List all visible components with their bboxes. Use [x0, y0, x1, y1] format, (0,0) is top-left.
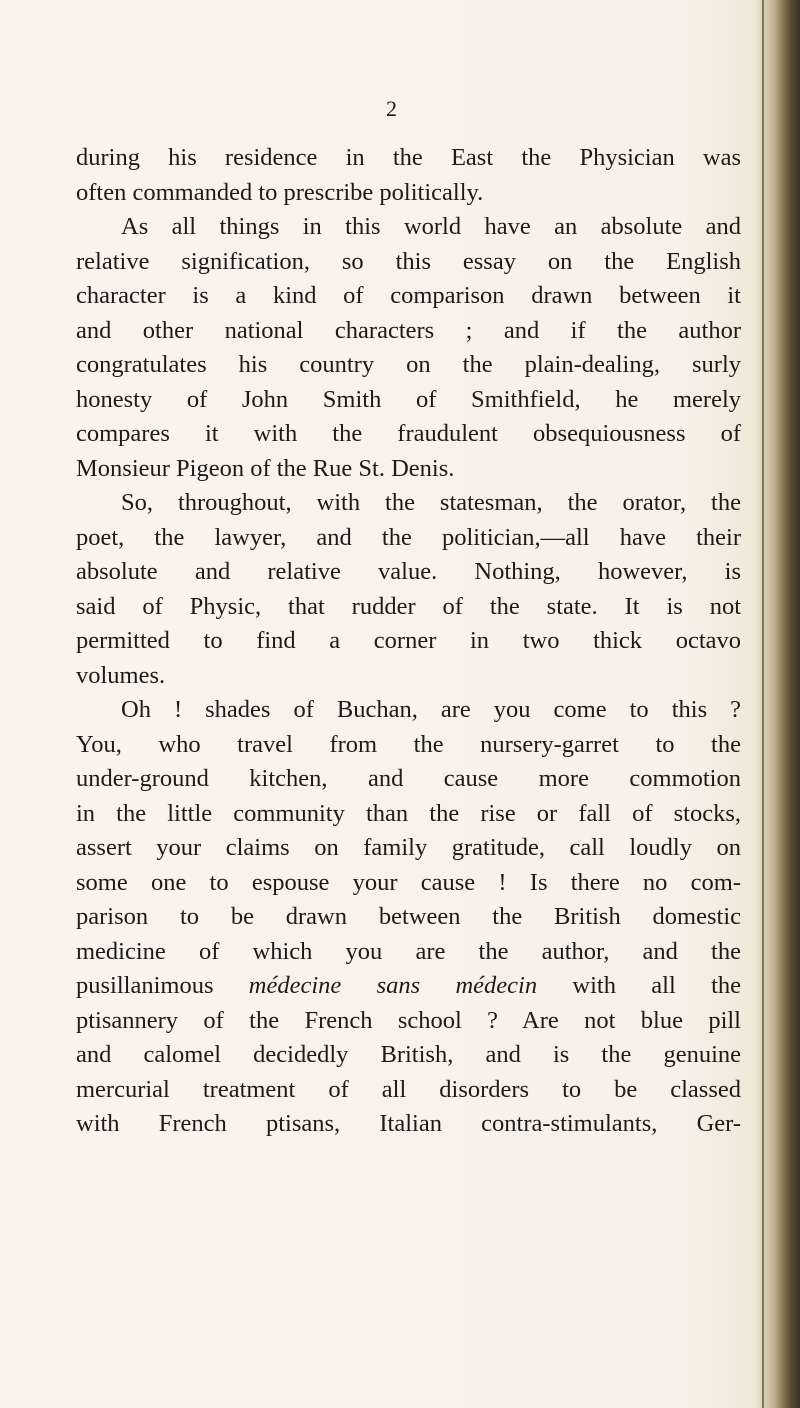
- text-line: during his residence in the East the Physician was: [76, 144, 741, 171]
- text-line: often commanded to prescribe politically.: [76, 178, 484, 206]
- text-line: As all things in this world have an absolute and: [121, 213, 741, 240]
- text-line: relative signification, so this essay on the English: [76, 247, 741, 275]
- text-line: ptisannery of the French school ? Are not blue pill: [76, 1006, 741, 1034]
- text-line: absolute and relative value. Nothing, however, is: [76, 558, 741, 585]
- text-line: compares it with the fraudulent obsequiousness of: [76, 420, 741, 447]
- text-segment: with all the: [572, 972, 742, 999]
- text-line: and other national characters ; and if the author: [76, 316, 741, 344]
- text-line: mercurial treatment of all disorders to be classed: [76, 1075, 741, 1103]
- text-line: Monsieur Pigeon of the Rue St. Denis.: [76, 454, 455, 482]
- text-line: Oh ! shades of Buchan, are you come to this ?: [121, 696, 741, 723]
- text-line: poet, the lawyer, and the politician,—all have their: [76, 523, 741, 551]
- italic-phrase: médecine sans médecin: [248, 972, 538, 999]
- page-number: 2: [386, 96, 397, 121]
- text-line: volumes.: [76, 661, 166, 689]
- text-line: said of Physic, that rudder of the state. It is not: [76, 592, 741, 620]
- text-line: medicine of which you are the author, and the: [76, 937, 741, 965]
- text-line: permitted to find a corner in two thick octavo: [76, 627, 741, 654]
- text-line: honesty of John Smith of Smithfield, he merely: [76, 385, 741, 413]
- text-line: character is a kind of comparison drawn between it: [76, 282, 741, 309]
- text-line: You, who travel from the nursery-garret to the: [76, 730, 741, 758]
- text-line: So, throughout, with the statesman, the orator, the: [121, 489, 741, 516]
- text-line: congratulates his country on the plain-dealing, surly: [76, 351, 741, 378]
- text-line: assert your claims on family gratitude, call loudly on: [76, 834, 741, 861]
- text-line: with French ptisans, Italian contra-stimulants, Ger-: [76, 1110, 741, 1137]
- body-text: [76, 141, 741, 1142]
- text-line: in the little community than the rise or fall of stocks,: [76, 799, 741, 827]
- text-line: some one to espouse your cause ! Is there no com-: [76, 868, 741, 896]
- book-spine-shadow: [754, 0, 800, 1408]
- text-line: parison to be drawn between the British domestic: [76, 903, 741, 930]
- text-line: and calomel decidedly British, and is the genuine: [76, 1041, 741, 1068]
- page-edge-line: [762, 0, 764, 1408]
- text-line: under-ground kitchen, and cause more commotion: [76, 765, 741, 792]
- text-segment: pusillanimous: [76, 972, 214, 999]
- text-line-italic: [76, 969, 741, 1004]
